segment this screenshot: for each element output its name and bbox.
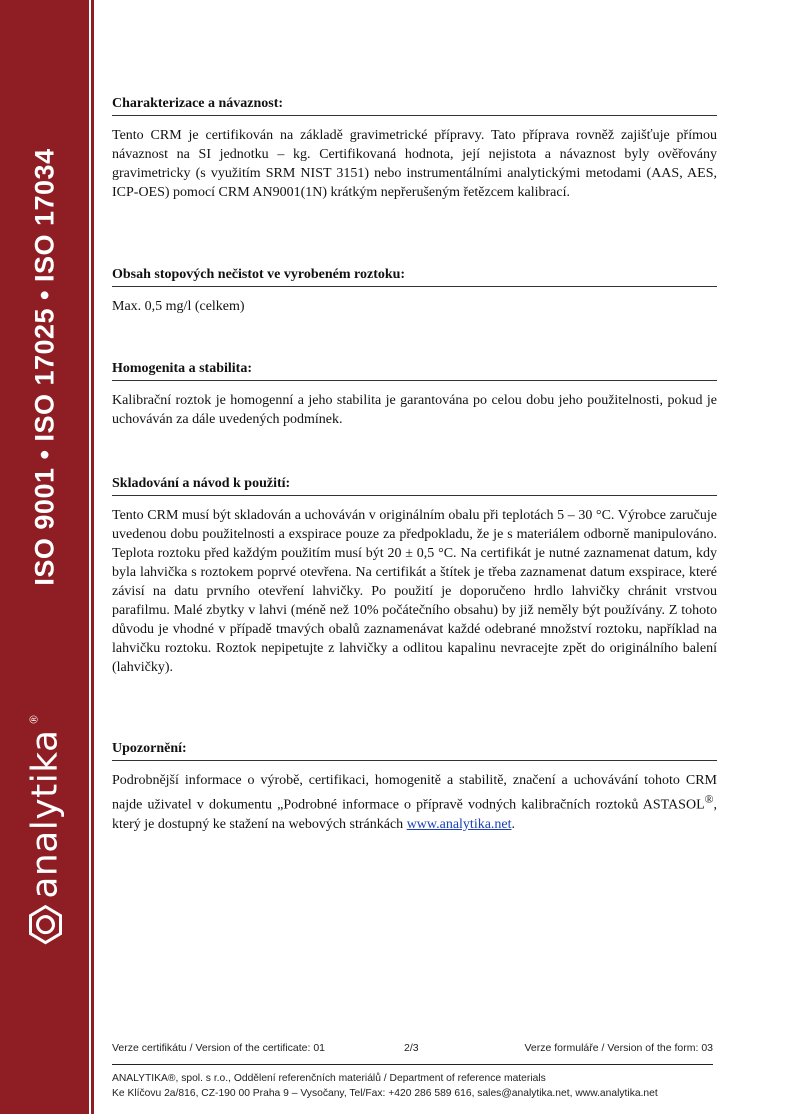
page-number: 2/3 [404, 1042, 419, 1054]
section-text: Max. 0,5 mg/l (celkem) [112, 299, 245, 314]
section-homogenita [112, 361, 717, 429]
section-text: Kalibrační roztok je homogenní a jeho stabilita je garantována po celou dobu jeho použitelnosti, pokud je uchováván za dále uvedených podmínek. [112, 393, 717, 427]
footer-divider [112, 1064, 713, 1065]
sidebar-divider-inner [91, 0, 94, 1114]
form-version: Verze formuláře / Version of the form: 03 [524, 1042, 713, 1054]
section-heading: Skladování a návod k použití: [112, 476, 717, 496]
brand-name: analytika [24, 729, 66, 899]
section-heading: Obsah stopových nečistot ve vyrobeném roztoku: [112, 267, 717, 287]
notice-end: . [511, 816, 516, 832]
section-charakterizace [112, 96, 717, 202]
company-line: ANALYTIKA®, spol. s r.o., Oddělení referenčních materiálů / Department of reference materials [112, 1073, 546, 1084]
section-text [112, 771, 717, 834]
notice-text: Podrobnější informace o výrobě, certifikaci, homogenitě a stabilitě, značení a uchovávání tohoto CRM najde uživatel v dokumentu „Podrobné informace o přípravě vodných kalibračních roztoků ASTASOL [112, 773, 717, 813]
address-line: Ke Klíčovu 2a/816, CZ-190 00 Praha 9 – Vysočany, Tel/Fax: +420 286 589 616, sales@analytika.net, www.analytika.net [112, 1088, 658, 1099]
notice-text-after: , který je dostupný ke stažení na webových stránkách [112, 797, 717, 832]
footer-versions [112, 1042, 713, 1058]
section-heading: Homogenita a stabilita: [112, 361, 717, 381]
section-text: Tento CRM musí být skladován a uchováván v originálním obalu při teplotách 5 – 30 °C. Výrobce zaručuje uvedenou dobu použitelnosti a exspirace pouze za předpokladu, že je s materiálem odborně manipulováno. Teplota roztoku před každým použitím musí být 20 ± 0,5 °C. Na certifikát je nutné zaznamenat datum, kdy byla lahvička s roztokem poprvé otevřena. Na certifikát a štítek je třeba zaznamenat datum exspirace, které závisí na datu prvního otevření lahvičky. Po použití je doporučeno hrdlo lahvičky chránit vrstvou parafilmu. Malé zbytky v lahvi (méně než 10% počátečního obsahu) by již neměly být používány. Z tohoto důvodu je vhodné v případě tmavých obalů zaznamenávat každé odebrané množství roztoku, například na lahvičku roztoku. Roztok nepipetujte z lahvičky a odlitou kapalinu nevracejte zpět do originálního balení (lahvičky). [112, 508, 717, 675]
analytika-logo-icon [25, 905, 65, 945]
section-heading: Upozornění: [112, 741, 717, 761]
section-skladovani [112, 476, 717, 677]
certificate-version: Verze certifikátu / Version of the certificate: 01 [112, 1042, 326, 1054]
brand-registered-mark: ® [28, 715, 41, 724]
section-upozorneni [112, 741, 717, 834]
section-heading: Charakterizace a návaznost: [112, 96, 717, 116]
sidebar-band [0, 0, 89, 1114]
iso-certifications: ISO 9001 • ISO 17025 • ISO 17034 [29, 148, 60, 586]
brand-logo [25, 715, 66, 944]
registered-mark: ® [704, 793, 714, 806]
section-text: Tento CRM je certifikován na základě gravimetrické přípravy. Tato příprava rovněž zajišťuje přímou návaznost na SI jednotku – kg. Certifikovaná hodnota, její nejistota a návaznost byly ověřovány gravimetricky (s využitím SRM NIST 3151) nebo instrumentálními analytickými metodami (AAS, AES, ICP-OES) pomocí CRM AN9001(1N) krátkým nepřerušeným řetězcem kalibrací. [112, 128, 717, 200]
footer-company [112, 1071, 732, 1101]
website-link[interactable]: www.analytika.net [406, 816, 512, 832]
section-necistoty [112, 267, 717, 316]
